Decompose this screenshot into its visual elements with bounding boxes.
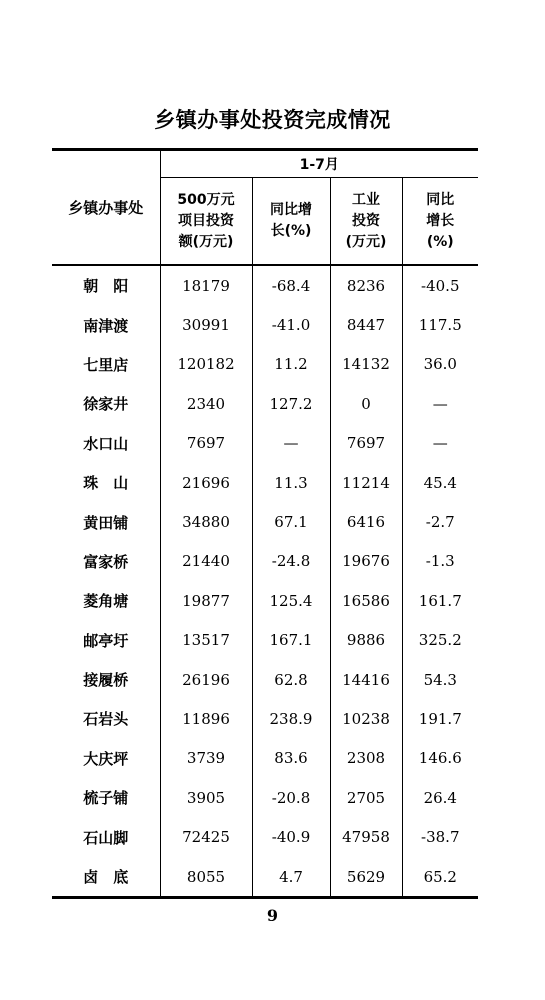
cell-project-growth: -68.4: [252, 265, 330, 305]
cell-project-growth: -20.8: [252, 778, 330, 817]
table-body: [52, 265, 478, 898]
cell-region-name: 卤 底: [52, 857, 160, 898]
cell-industrial-growth: —: [432, 434, 448, 453]
cell-industrial-growth: 65.2: [402, 857, 478, 898]
cell-project-investment: 18179: [160, 265, 252, 305]
cell-project-investment: 2340: [160, 384, 252, 423]
cell-region-name: 接履桥: [52, 660, 160, 699]
cell-region-name: 南津渡: [52, 305, 160, 344]
cell-project-growth: 11.3: [252, 463, 330, 502]
cell-industrial-investment: 0: [330, 384, 402, 423]
cell-industrial-growth: 26.4: [423, 788, 457, 807]
column-header-project-investment: 500万元 项目投资 额(万元): [160, 178, 252, 266]
cell-project-growth: 127.2: [252, 384, 330, 423]
cell-industrial-investment: 10238: [330, 699, 402, 738]
cell-industrial-investment: 16586: [330, 581, 402, 620]
page-title: 乡镇办事处投资完成情况: [154, 108, 391, 132]
cell-project-investment: 26196: [160, 660, 252, 699]
cell-industrial-growth: —: [432, 394, 448, 413]
cell-project-growth: 167.1: [252, 621, 330, 660]
table-row: [52, 660, 478, 699]
cell-industrial-investment: 8447: [330, 305, 402, 344]
cell-industrial-investment: 8236: [330, 265, 402, 305]
cell-project-growth: 83.6: [252, 739, 330, 778]
cell-industrial-investment: 19676: [330, 542, 402, 581]
cell-industrial-growth: 161.7: [418, 591, 462, 610]
page-number: 9: [266, 906, 279, 925]
table-row: [52, 699, 478, 738]
cell-industrial-growth: 45.4: [423, 473, 457, 492]
cell-project-investment: 19877: [160, 581, 252, 620]
cell-project-investment: 3739: [160, 739, 252, 778]
cell-industrial-growth: -1.3: [425, 552, 455, 571]
table-row: [52, 424, 478, 463]
cell-project-investment: 30991: [160, 305, 252, 344]
cell-project-growth: 62.8: [252, 660, 330, 699]
table-row: [52, 621, 478, 660]
column-header-project-growth: 同比增 长(%): [252, 178, 330, 266]
column-header-industrial-investment: 工业 投资 (万元): [330, 178, 402, 266]
cell-region-name: 黄田铺: [52, 502, 160, 541]
cell-project-growth: -24.8: [252, 542, 330, 581]
cell-industrial-investment: 47958: [330, 817, 402, 856]
cell-region-name: 徐家井: [52, 384, 160, 423]
cell-industrial-growth: -38.7: [421, 828, 460, 847]
cell-project-investment: 7697: [160, 424, 252, 463]
cell-project-investment: 13517: [160, 621, 252, 660]
cell-industrial-growth: 117.5: [418, 316, 462, 335]
cell-industrial-investment: 5629: [330, 857, 402, 898]
table-row: [52, 305, 478, 344]
cell-industrial-growth: 191.7: [418, 709, 462, 728]
cell-region-name: 石山脚: [52, 817, 160, 856]
cell-project-investment: 120182: [160, 345, 252, 384]
cell-industrial-growth: 146.6: [418, 749, 462, 768]
column-header-industrial-growth: 同比 增长 (%): [402, 178, 478, 266]
cell-project-growth: 125.4: [252, 581, 330, 620]
cell-region-name: 富家桥: [52, 542, 160, 581]
cell-project-investment: 8055: [160, 857, 252, 898]
table-row: [52, 463, 478, 502]
cell-industrial-growth: 54.3: [423, 670, 457, 689]
cell-industrial-growth: -2.7: [425, 513, 455, 532]
cell-region-name: 水口山: [52, 424, 160, 463]
table-row: [52, 384, 478, 423]
cell-region-name: 珠 山: [52, 463, 160, 502]
cell-project-investment: 21440: [160, 542, 252, 581]
period-header: 1-7月: [160, 150, 478, 178]
township-investment-table: [52, 148, 478, 899]
cell-project-investment: 72425: [160, 817, 252, 856]
cell-region-name: 朝 阳: [52, 265, 160, 305]
cell-industrial-investment: 14416: [330, 660, 402, 699]
table-row: [52, 581, 478, 620]
cell-industrial-investment: 7697: [330, 424, 402, 463]
table-row: [52, 345, 478, 384]
cell-project-growth: 11.2: [252, 345, 330, 384]
cell-region-name: 石岩头: [52, 699, 160, 738]
cell-project-growth: 4.7: [252, 857, 330, 898]
cell-project-investment: 11896: [160, 699, 252, 738]
cell-region-name: 七里店: [52, 345, 160, 384]
cell-industrial-investment: 2705: [330, 778, 402, 817]
table-row: [52, 542, 478, 581]
cell-project-investment: 21696: [160, 463, 252, 502]
cell-project-growth: -41.0: [252, 305, 330, 344]
cell-industrial-investment: 11214: [330, 463, 402, 502]
region-header: 乡镇办事处: [52, 150, 160, 266]
cell-industrial-growth: -40.5: [421, 276, 460, 295]
cell-industrial-investment: 14132: [330, 345, 402, 384]
table-row: [52, 817, 478, 856]
cell-region-name: 菱角塘: [52, 581, 160, 620]
cell-project-growth: 67.1: [252, 502, 330, 541]
cell-project-investment: 34880: [160, 502, 252, 541]
cell-industrial-investment: 6416: [330, 502, 402, 541]
cell-region-name: 邮亭圩: [52, 621, 160, 660]
cell-industrial-investment: 2308: [330, 739, 402, 778]
cell-region-name: 大庆坪: [52, 739, 160, 778]
cell-project-growth: 238.9: [252, 699, 330, 738]
cell-project-investment: 3905: [160, 778, 252, 817]
cell-project-growth: -40.9: [252, 817, 330, 856]
table-row: [52, 778, 478, 817]
cell-industrial-investment: 9886: [330, 621, 402, 660]
cell-industrial-growth: 325.2: [418, 631, 462, 650]
table-row: [52, 857, 478, 898]
table-row: [52, 502, 478, 541]
cell-project-growth: —: [252, 424, 330, 463]
cell-industrial-growth: 36.0: [423, 355, 457, 374]
cell-region-name: 梳子铺: [52, 778, 160, 817]
table-row: [52, 265, 478, 305]
table-row: [52, 739, 478, 778]
